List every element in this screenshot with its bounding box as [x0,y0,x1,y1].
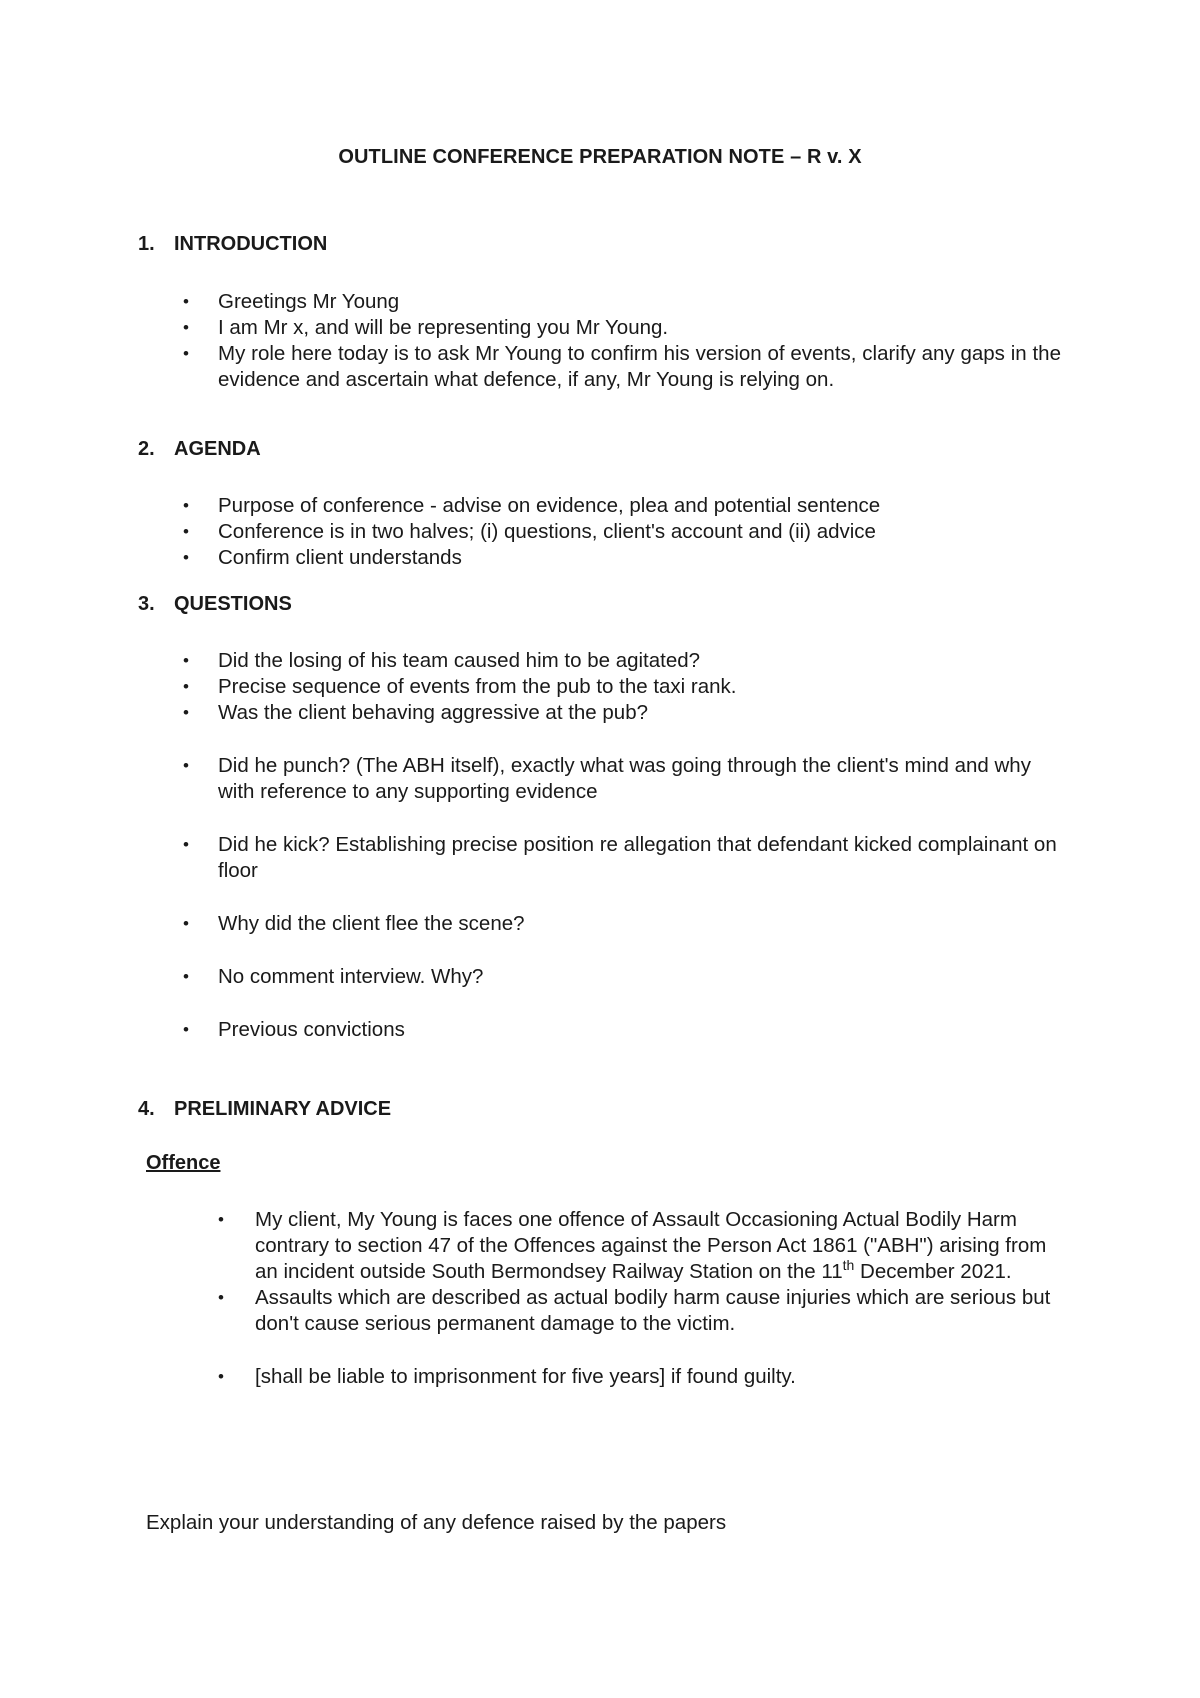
bullet-icon: • [183,756,189,775]
bullet-icon: • [183,677,189,696]
bullet-icon: • [183,292,189,311]
section-title: AGENDA [174,438,261,460]
list-item: • Greetings Mr Young [183,290,400,313]
bullet-icon: • [183,914,189,933]
closing-prompt: Explain your understanding of any defence raised by the papers [146,1511,727,1534]
subheading-offence: Offence [146,1152,221,1174]
section-heading-introduction [138,233,327,256]
list-item: • [shall be liable to imprisonment for five years] if found guilty. [218,1365,796,1388]
bullet-icon: • [183,522,189,541]
bullet-icon: • [183,344,189,363]
bullet-icon: • [183,1020,189,1039]
bullet-icon: • [183,318,189,337]
list-item: • No comment interview. Why? [183,965,484,988]
section-heading-preliminary-advice [138,1098,391,1121]
section-heading-questions [138,593,292,616]
section-number: 2. [138,438,155,460]
list-item: • I am Mr x, and will be representing you Mr Young. [183,316,669,339]
bullet-icon: • [218,1288,224,1307]
list-item: • Was the client behaving aggressive at the pub? [183,701,649,724]
section-title: QUESTIONS [174,593,292,615]
bullet-icon: • [183,651,189,670]
bullet-icon: • [183,548,189,567]
introduction-list [0,289,1200,393]
offence-list [0,1207,1055,1390]
section-number: 3. [138,593,155,615]
bullet-icon: • [183,967,189,986]
bullet-icon: • [183,835,189,854]
list-item: • Conference is in two halves; (i) questions, client's account and (ii) advice [183,520,876,543]
list-item: • Did the losing of his team caused him to be agitated? [183,649,701,672]
section-heading-agenda [138,438,261,461]
section-number: 1. [138,233,155,255]
list-item: • My client, My Young is faces one offence of Assault Occasioning Actual Bodily Harm contrary to section 47 of the Offences against the Person Act 1861 ("ABH") arising from an incident outside South Bermondsey Railway Station on the 11th December 2021. [218,1208,1047,1283]
questions-list [0,648,1068,1043]
agenda-list [0,493,1078,571]
list-item: • Purpose of conference - advise on evidence, plea and potential sentence [183,494,881,517]
bullet-icon: • [218,1367,224,1386]
ordinal-suffix: th [842,1257,855,1273]
bullet-icon: • [218,1210,224,1229]
bullet-icon: • [183,703,189,722]
list-item: • Assaults which are described as actual bodily harm cause injuries which are serious but don't cause serious permanent damage to the victim. [218,1286,1051,1335]
section-number: 4. [138,1098,155,1120]
section-title: PRELIMINARY ADVICE [174,1098,392,1120]
list-item: • Previous convictions [183,1018,405,1041]
document-title: OUTLINE CONFERENCE PREPARATION NOTE – R v. X [338,146,862,168]
list-item: • Confirm client understands [183,546,462,569]
bullet-icon: • [183,496,189,515]
section-title: INTRODUCTION [174,233,328,255]
list-item: • Why did the client flee the scene? [183,912,525,935]
list-item: • My role here today is to ask Mr Young to confirm his version of events, clarify any gaps in the evidence and ascertain what defence, if any, Mr Young is relying on. [183,342,1061,391]
list-item: • Precise sequence of events from the pub to the taxi rank. [183,675,737,698]
list-item: • Did he punch? (The ABH itself), exactly what was going through the client's mind and why with reference to any supporting evidence [183,754,1031,803]
list-item: • Did he kick? Establishing precise position re allegation that defendant kicked complainant on floor [183,833,1057,882]
